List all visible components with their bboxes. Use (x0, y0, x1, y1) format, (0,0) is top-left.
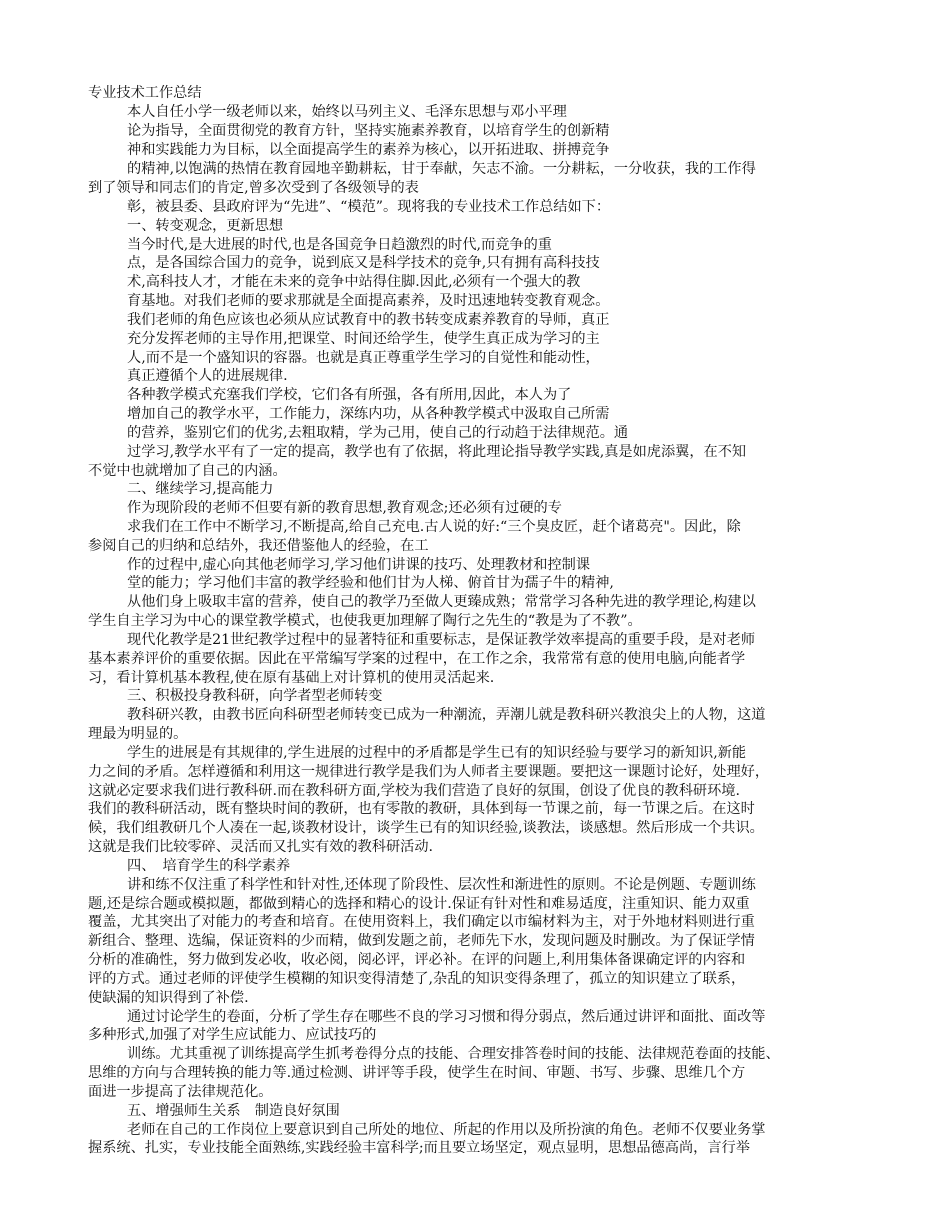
text-line: 作的过程中,虚心向其他老师学习,学习他们讲课的技巧、处理教材和控制课 (127, 557, 591, 573)
text-line: 评的方式。通过老师的评使学生模糊的知识变得清楚了,杂乱的知识变得条理了，孤立的知识建立了联系， (88, 971, 746, 987)
text-line: 面进一步提高了法律规范化。 (88, 1084, 273, 1100)
text-line: 人,而不是一个盛知识的容器。也就是真正尊重学生学习的自觉性和能动性， (127, 350, 600, 366)
text-line: 论为指导，全面贯彻党的教育方针，坚持实施素养教育，以培育学生的创新精 (127, 123, 610, 139)
text-line: 思维的方向与合理转换的能力等.通过检测、讲评等手段，使学生在时间、审题、书写、步骤、思维几个方 (88, 1065, 746, 1081)
text-line: 通过讨论学生的卷面，分析了学生存在哪些不良的学习习惯和得分弱点，然后通过讲评和面批、面改等 (127, 1009, 766, 1025)
text-line: 的精神,以饱满的热情在教育园地辛勤耕耘，甘于奉献，矢志不渝。一分耕耘，一分收获，我的工作得 (127, 161, 756, 177)
text-line: 教科研兴教，由教书匠向科研型老师转变已成为一种潮流，弄潮儿就是教科研兴教浪尖上的人物，这道 (127, 707, 766, 723)
text-line: 学生自主学习为中心的课堂教学模式，也使我更加理解了陶行之先生的“教是为了不教”。 (88, 613, 642, 629)
text-line: 当今时代,是大进展的时代,也是各国竞争日趋激烈的时代,而竞争的重 (127, 237, 552, 253)
text-line: 候，我们组教研几个人凑在一起,谈教材设计，谈学生已有的知识经验,谈教法，谈感想。然后形成一个共识。 (88, 820, 764, 836)
document-title: 专业技术工作总结 (88, 85, 202, 101)
text-line: 堂的能力；学习他们丰富的教学经验和他们甘为人梯、俯首甘为孺子牛的精神, (127, 575, 614, 591)
text-line: 多种形式,加强了对学生应试能力、应试技巧的 (88, 1027, 377, 1043)
text-line: 彰，被县委、县政府评为“先进”、“模范”。现将我的专业技术工作总结如下： (127, 199, 611, 215)
text-line: 到了领导和同志们的肯定,曾多次受到了各级领导的表 (88, 180, 419, 196)
text-line: 增加自己的教学水平，工作能力，深练内功，从各种教学模式中汲取自己所需 (127, 406, 610, 422)
text-line: 充分发挥老师的主导作用,把课堂、时间还给学生，使学生真正成为学习的主 (127, 331, 600, 347)
text-line: 真正遵循个人的进展规律. (127, 368, 288, 384)
text-line: 习，看计算机基本教程,使在原有基础上对计算机的使用灵活起来. (88, 670, 495, 686)
text-line: 新组合、整理、选编，保证资料的少而精，做到发题之前，老师先下水，发现问题及时删改。为了保证学情 (88, 933, 755, 949)
text-line: 点，是各国综合国力的竞争，说到底又是科学技术的竞争,只有拥有高科技技 (127, 255, 600, 271)
text-line: 理最为明显的。 (88, 726, 188, 742)
text-line: 基本素养评价的重要依据。因此在平常编写学案的过程中，在工作之余，我常常有意的使用电脑,向能者学 (88, 651, 746, 667)
text-line: 四、 培育学生的科学素养 (127, 858, 291, 874)
text-line: 我们的教科研活动，既有整块时间的教研，也有零散的教研，具体到每一节课之前，每一节课之后。在这时 (88, 801, 755, 817)
text-line: 一、转变观念，更新思想 (127, 218, 284, 234)
text-line: 现代化教学是21世纪教学过程中的显著特征和重要标志，是保证教学效率提高的重要手段，是对老师 (127, 632, 756, 648)
text-line: 五、增强师生关系 制造良好氛围 (127, 1103, 340, 1119)
text-line: 题,还是综合题或模拟题，都做到精心的选择和精心的设计.保证有针对性和难易适度，注重知识、能力双重 (88, 896, 750, 912)
text-line: 老师在自己的工作岗位上要意识到自己所处的地位、所起的作用以及所扮演的角色。老师不仅要业务掌 (127, 1122, 766, 1138)
text-line: 育基地。对我们老师的要求那就是全面提高素养，及时迅速地转变教育观念。 (127, 293, 610, 309)
text-line: 不觉中也就增加了自己的内涵。 (88, 463, 287, 479)
text-line: 的营养，鉴别它们的优劣,去粗取精，学为己用，使自己的行动趋于法律规范。通 (127, 425, 629, 441)
text-line: 求我们在工作中不断学习,不断提高,给自己充电.古人说的好:“三个臭皮匠，赶个诸葛亮"。因此，除 (127, 519, 741, 535)
text-line: 作为现阶段的老师不但要有新的教育思想,教育观念;还必须有过硬的专 (127, 500, 562, 516)
text-line: 参阅自己的归纳和总结外，我还借鉴他人的经验，在工 (88, 538, 429, 554)
text-line: 从他们身上吸取丰富的营养，使自己的教学乃至做人更臻成熟；常常学习各种先进的教学理论,构建以 (127, 594, 756, 610)
text-line: 我们老师的角色应该也必须从应试教育中的教书转变成素养教育的导师，真正 (127, 312, 610, 328)
text-line: 覆盖，尤其突出了对能力的考查和培育。在使用资料上，我们确定以市编材料为主，对于外地材料则进行重 (88, 914, 755, 930)
text-line: 使缺漏的知识得到了补偿. (88, 990, 249, 1006)
text-line: 神和实践能力为目标，以全面提高学生的素养为核心，以开拓进取、拼搏竞争 (127, 142, 610, 158)
text-line: 分析的准确性，努力做到发必收，收必阅，阅必评，评必补。在评的问题上,利用集体备课确定评的内容和 (88, 952, 746, 968)
text-line: 力之间的矛盾。怎样遵循和利用这一规律进行教学是我们为人师者主要课题。要把这一课题讨论好，处理好， (88, 764, 770, 780)
text-line: 这就是我们比较零碎、灵活而又扎实有效的教科研活动. (88, 839, 434, 855)
text-line: 过学习,教学水平有了一定的提高，教学也有了依据，将此理论指导教学实践,真是如虎添翼，在不知 (127, 444, 747, 460)
text-line: 学生的进展是有其规律的,学生进展的过程中的矛盾都是学生已有的知识经验与要学习的新知识,新能 (127, 745, 747, 761)
text-line: 术,高科技人才，才能在未来的竞争中站得住脚.因此,必须有一个强大的教 (127, 274, 581, 290)
text-line: 讲和练不仅注重了科学性和针对性,还体现了阶段性、层次性和渐进性的原则。不论是例题、专题训练 (127, 877, 756, 893)
text-line: 训练。尤其重视了训练提高学生抓考卷得分点的技能、合理安排答卷时间的技能、法律规范卷面的技能、 (127, 1046, 780, 1062)
text-line: 三、积极投身教科研，向学者型老师转变 (127, 688, 383, 704)
text-line: 本人自任小学一级老师以来，始终以马列主义、毛泽东思想与邓小平理 (127, 104, 567, 120)
text-line: 握系统、扎实，专业技能全面熟练,实践经验丰富科学;而且要立场坚定，观点显明，思想品德高尚，言行举 (88, 1140, 750, 1156)
text-line: 二、继续学习,提高能力 (127, 481, 274, 497)
text-line: 这就必定要求我们进行教科研.而在教科研方面,学校为我们营造了良好的氛围，创设了优良的教科研环境. (88, 783, 740, 799)
text-line: 各种教学模式充塞我们学校，它们各有所强，各有所用,因此，本人为了 (127, 387, 572, 403)
